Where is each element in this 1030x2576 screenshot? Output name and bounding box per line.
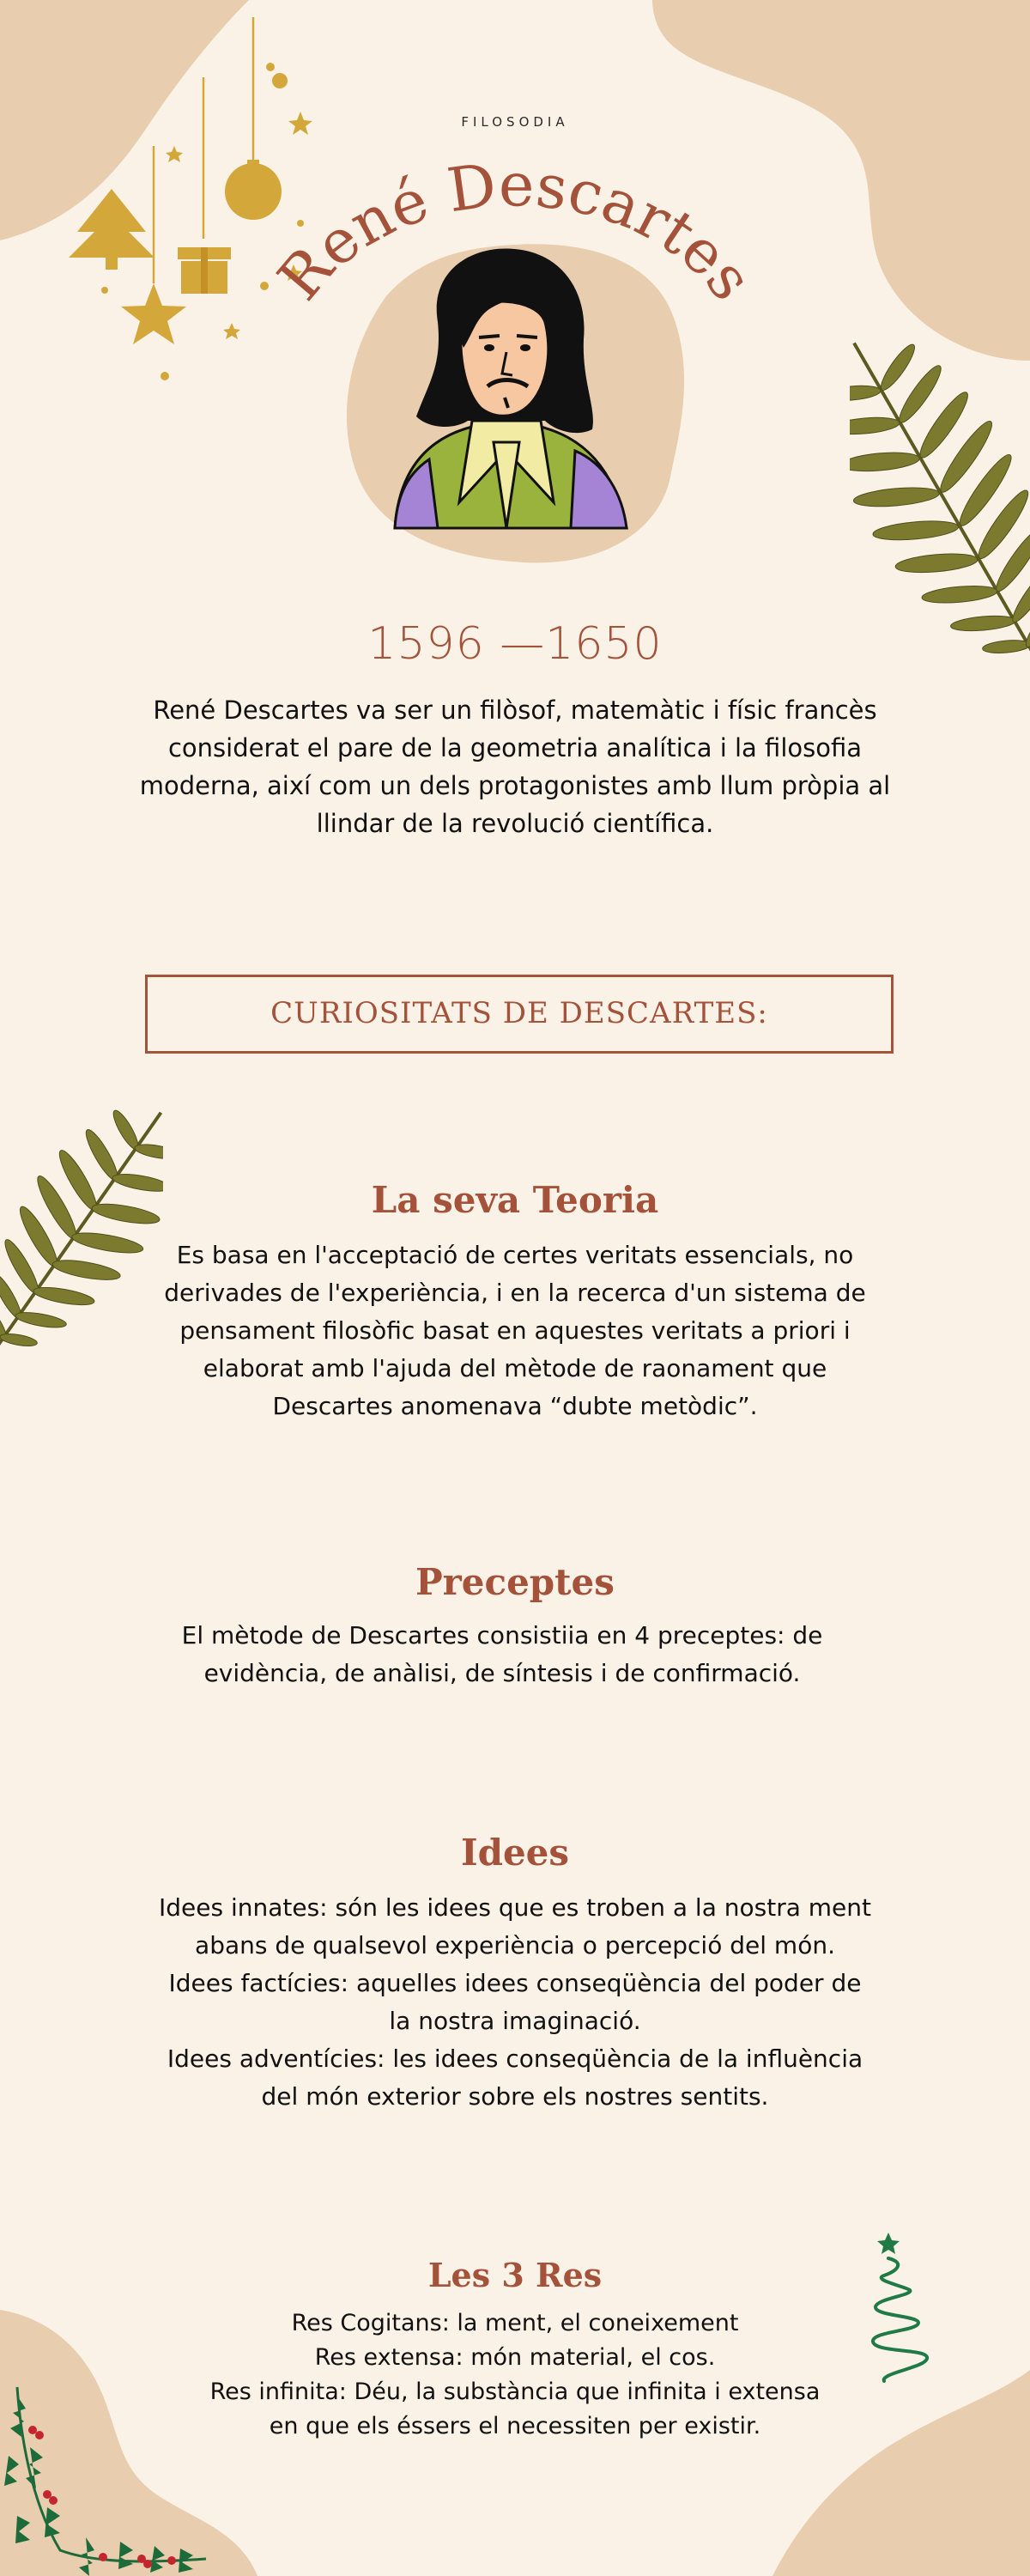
- section-res-title: Les 3 Res: [427, 2256, 603, 2294]
- section-res-line: Res infinita: Déu, la substància que infinita i extensa: [209, 2379, 821, 2405]
- section-theory-line: Es basa en l'acceptació de certes veritats essencials, no: [176, 1241, 854, 1269]
- section-theory-line: elaborat amb l'ajuda del mètode de raonament que: [203, 1354, 827, 1382]
- page-title-text: René Descartes: [264, 149, 766, 313]
- life-years: 1596 —1650: [367, 618, 663, 670]
- holly-icon: [0, 2379, 223, 2576]
- section-ideas-title: Idees: [460, 1832, 570, 1874]
- brand-label: FILOSODIA: [461, 114, 569, 130]
- gift-icon: [178, 247, 231, 294]
- section-precepts-title: Preceptes: [415, 1561, 615, 1603]
- curiosities-box: [145, 975, 894, 1054]
- section-precepts-body: [0, 1617, 1030, 1692]
- section-ideas-line: Idees innates: són les idees que es troben a la nostra ment: [158, 1893, 872, 1922]
- section-theory-line: derivades de l'experiència, i en la recerca d'un sistema de: [164, 1279, 866, 1307]
- section-theory-line: Descartes anomenava “dubte metòdic”.: [272, 1392, 758, 1420]
- section-ideas-body: [0, 1889, 1030, 2116]
- section-res-line: Res extensa: món material, el cos.: [314, 2344, 716, 2371]
- section-theory-body: [0, 1236, 1030, 1425]
- curiosities-title: CURIOSITATS DE DESCARTES:: [270, 996, 768, 1030]
- section-ideas-line: Idees factícies: aquelles idees conseqüència del poder de: [168, 1969, 862, 1997]
- section-res-line: Res Cogitans: la ment, el coneixement: [291, 2310, 739, 2336]
- section-ideas-line: la nostra imaginació.: [389, 2007, 641, 2035]
- christmas-tree-icon: [69, 189, 154, 270]
- section-precepts-line: El mètode de Descartes consistiia en 4 preceptes: de: [181, 1621, 823, 1649]
- section-res-line: en que els éssers el necessiten per existir.: [269, 2413, 761, 2439]
- intro-paragraph: René Descartes va ser un filòsof, matemàtic i físic francès considerat el pare de la geometria analítica i la filosofia moderna, així com un dels protagonistes amb llum pròpia al llindar de la revolució científica.: [139, 696, 891, 838]
- section-ideas-line: del món exterior sobre els nostres sentits.: [261, 2082, 769, 2111]
- spiral-tree-icon: [871, 2228, 940, 2391]
- section-ideas-line: abans de qualsevol experiència o percepció del món.: [195, 1931, 835, 1959]
- section-theory-title: La seva Teoria: [371, 1179, 659, 1221]
- section-theory-line: pensament filosòfic basat en aquestes veritats a priori i: [179, 1316, 851, 1345]
- section-precepts-line: evidència, de anàlisi, de síntesis i de confirmació.: [203, 1659, 801, 1687]
- star-icon: [121, 283, 186, 344]
- section-ideas-line: Idees adventícies: les idees conseqüència de la influència: [167, 2044, 863, 2073]
- descartes-portrait: [378, 245, 635, 537]
